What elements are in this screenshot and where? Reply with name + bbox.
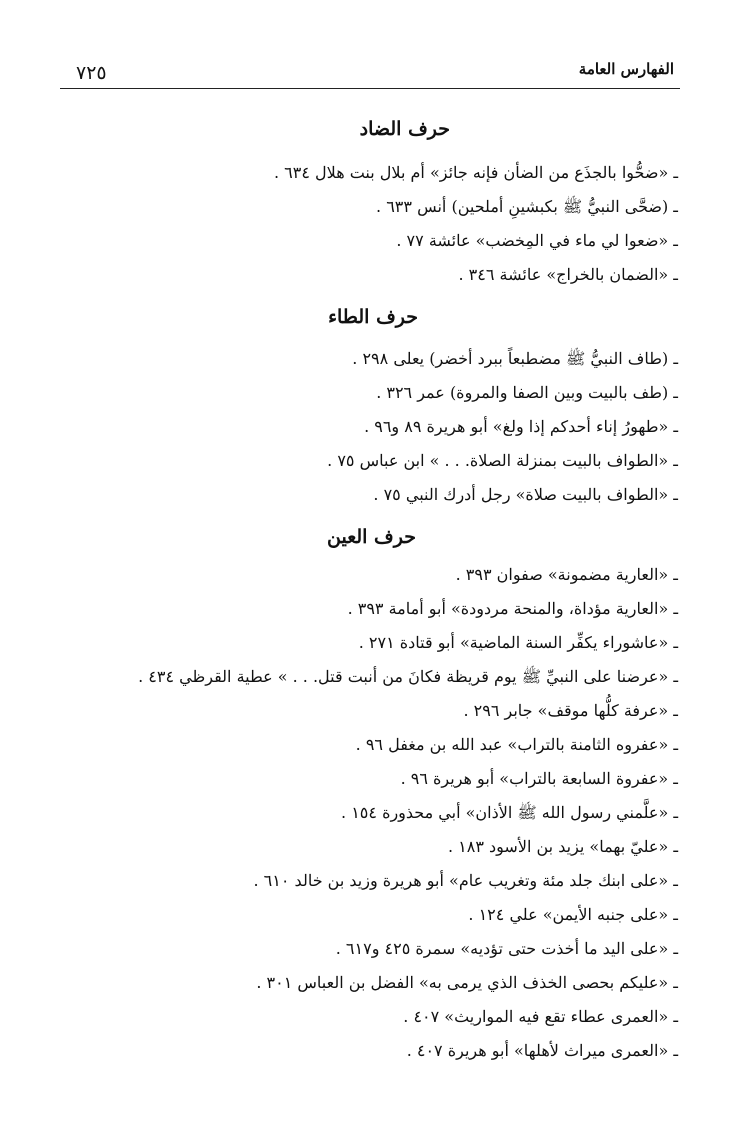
list-item: ـ «العارية مضمونة» صفوان ٣٩٣ . (455, 565, 678, 584)
list-item: ـ (طف بالبيت وبين الصفا والمروة) عمر ٣٢٦ . (376, 383, 678, 402)
entry-list (58, 558, 678, 1068)
section-title: حرف العين (327, 526, 416, 548)
list-item: ـ «ضعوا لي ماء في المِخضب» عائشة ٧٧ . (396, 231, 678, 250)
list-item: ـ «الطواف بالبيت صلاة» رجل أدرك النبي ٧٥ . (373, 485, 678, 504)
list-item: ـ «عليكم بحصى الخذف الذي يرمى به» الفضل بن العباس ٣٠١ . (256, 973, 678, 992)
list-item: ـ «عفروة السابعة بالتراب» أبو هريرة ٩٦ . (400, 769, 678, 788)
entry-list (58, 156, 678, 292)
list-item: ـ «ضحُّوا بالجذَع من الضأن فإنه جائز» أم بلال بنت هلال ٦٣٤ . (273, 163, 678, 182)
entry-list (58, 342, 678, 512)
list-item: ـ «على جنبه الأيمن» علي ١٢٤ . (468, 905, 678, 924)
list-item: ـ «العمرى ميراث لأهلها» أبو هريرة ٤٠٧ . (406, 1041, 678, 1060)
list-item: ـ «العارية مؤداة، والمنحة مردودة» أبو أمامة ٣٩٣ . (347, 599, 678, 618)
list-item: ـ «الطواف بالبيت بمنزلة الصلاة. . . » ابن عباس ٧٥ . (327, 451, 678, 470)
list-item: ـ «عفروه الثامنة بالتراب» عبد الله بن مغفل ٩٦ . (355, 735, 678, 754)
list-item: ـ «عليّ بهما» يزيد بن الأسود ١٨٣ . (448, 837, 678, 856)
list-item: ـ (ضحَّى النبيُّ ﷺ بكبشينِ أملحين) أنس ٦٣٣ . (376, 197, 678, 216)
section-title: حرف الطاء (328, 306, 418, 328)
list-item: ـ «طهورُ إناء أحدكم إذا ولغ» أبو هريرة ٨٩ و٩٦ . (364, 417, 678, 436)
list-item: ـ (طاف النبيُّ ﷺ مضطبعاً ببرد أخضر) يعلى ٢٩٨ . (352, 349, 678, 368)
page-header (60, 56, 680, 89)
list-item: ـ «الضمان بالخراج» عائشة ٣٤٦ . (458, 265, 678, 284)
list-item: ـ «على اليد ما أخذت حتى تؤديه» سمرة ٤٢٥ و٦١٧ . (335, 939, 678, 958)
list-item: ـ «عرضنا على النبيِّ ﷺ يوم قريظة فكانَ من أنبت قتل. . . » عطية القرظي ٤٣٤ . (138, 667, 678, 686)
list-item: ـ «العمرى عطاء تقع فيه المواريث» ٤٠٧ . (403, 1007, 678, 1026)
list-item: ـ «عاشوراء يكفِّر السنة الماضية» أبو قتادة ٢٧١ . (358, 633, 678, 652)
list-item: ـ «على ابنك جلد مئة وتغريب عام» أبو هريرة وزيد بن خالد ٦١٠ . (253, 871, 678, 890)
list-item: ـ «علَّمني رسول الله ﷺ الأذان» أبي محذورة ١٥٤ . (341, 803, 678, 822)
section-title: حرف الضاد (359, 118, 450, 140)
list-item: ـ «عرفة كلُّها موقف» جابر ٢٩٦ . (463, 701, 678, 720)
page-number: ٧٢٥ (76, 62, 107, 84)
running-title: الفهارس العامة (578, 60, 674, 78)
